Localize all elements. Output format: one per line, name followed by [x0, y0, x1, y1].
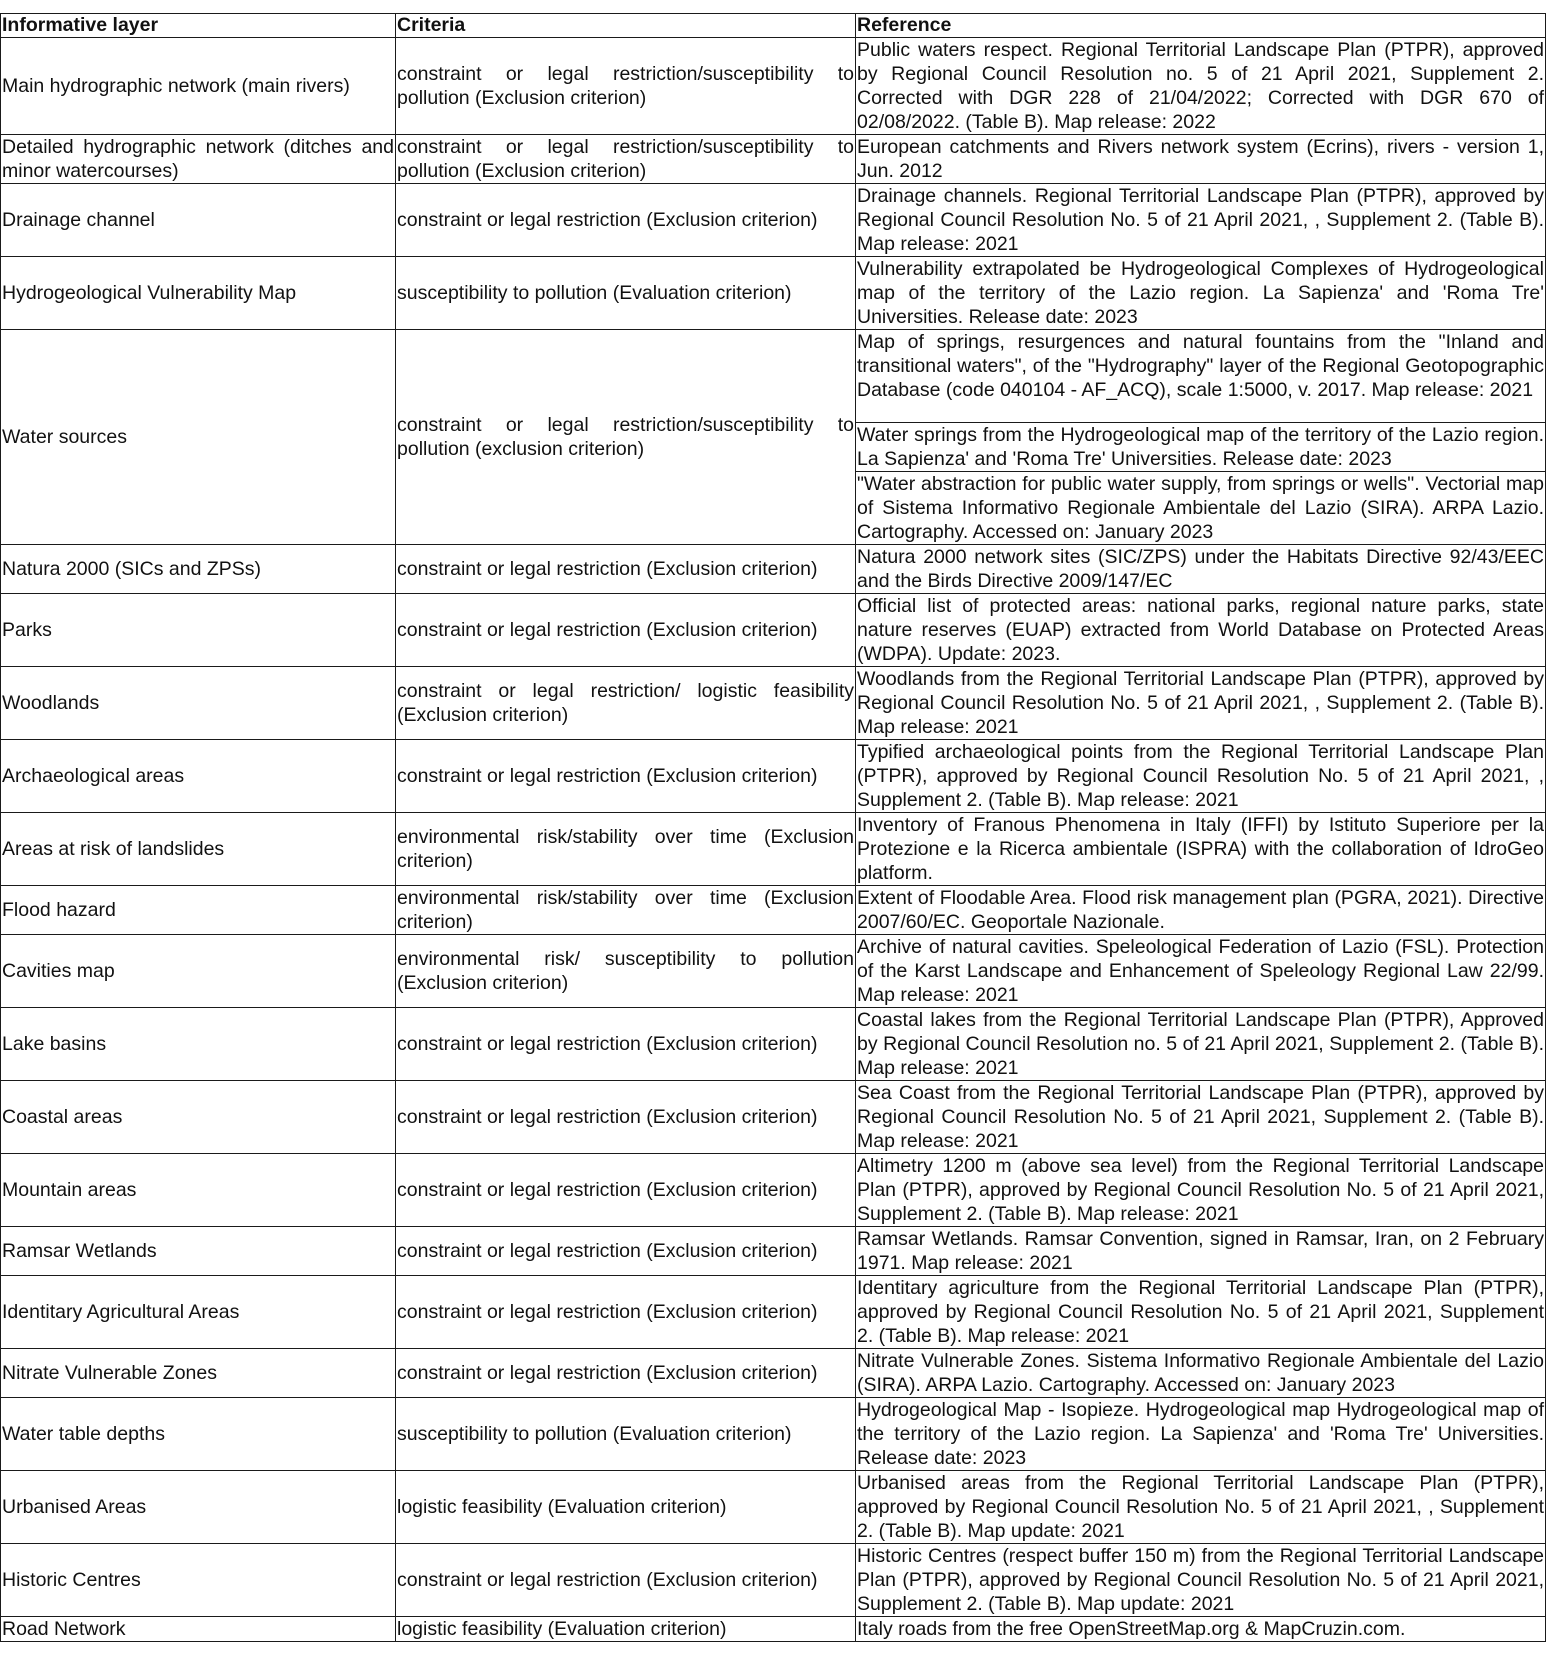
table-row — [1, 184, 1546, 257]
informative-layer-cell: Flood hazard — [1, 886, 396, 935]
table-row — [1, 594, 1546, 667]
criteria-cell: environmental risk/ susceptibility to pollution (Exclusion criterion) — [396, 935, 856, 1008]
informative-layer-cell: Water sources — [1, 330, 396, 545]
header-criteria: Criteria — [396, 14, 856, 38]
table-row — [1, 38, 1546, 135]
informative-layer-cell: Urbanised Areas — [1, 1471, 396, 1544]
criteria-cell: environmental risk/stability over time (Exclusion criterion) — [396, 813, 856, 886]
criteria-cell: logistic feasibility (Evaluation criterion) — [396, 1471, 856, 1544]
criteria-cell: constraint or legal restriction (Exclusion criterion) — [396, 1349, 856, 1398]
reference-cell: Vulnerability extrapolated be Hydrogeological Complexes of Hydrogeological map of the territory of the Lazio region. La Sapienza' and 'Roma Tre' Universities. Release date: 2023 — [857, 258, 1544, 328]
informative-layer-cell: Natura 2000 (SICs and ZPSs) — [1, 545, 396, 594]
reference-cell: Public waters respect. Regional Territorial Landscape Plan (PTPR), approved by Regional Council Resolution no. 5 of 21 April 2021, Supplement 2. Corrected with DGR 228 of 21/04/2022; Corrected with DGR 670 of 02/08/2022. (Table B). Map release: 2022 — [857, 39, 1544, 133]
criteria-cell: constraint or legal restriction/susceptibility to pollution (exclusion criterion) — [396, 330, 856, 545]
informative-layer-cell: Cavities map — [1, 935, 396, 1008]
criteria-cell: constraint or legal restriction/susceptibility to pollution (Exclusion criterion) — [397, 136, 854, 182]
table-row — [1, 1276, 1546, 1349]
criteria-cell: constraint or legal restriction (Exclusion criterion) — [396, 1008, 856, 1081]
reference-cell: Identitary agriculture from the Regional Territorial Landscape Plan (PTPR), approved by Regional Council Resolution No. 5 of 21 April 2021, Supplement 2. (Table B). Map release: 2021 — [857, 1277, 1544, 1347]
reference-cell: Urbanised areas from the Regional Territorial Landscape Plan (PTPR), approved by Regional Council Resolution No. 5 of 21 April 2021, , Supplement 2. (Table B). Map update: 2021 — [857, 1472, 1544, 1542]
informative-layer-cell: Hydrogeological Vulnerability Map — [1, 257, 396, 330]
table-row — [1, 667, 1546, 740]
reference-cell: European catchments and Rivers network system (Ecrins), rivers - version 1, Jun. 2012 — [857, 136, 1544, 182]
criteria-cell: constraint or legal restriction (Exclusion criterion) — [396, 1081, 856, 1154]
table-wrapper — [0, 13, 1546, 1642]
header-informative-layer: Informative layer — [1, 14, 396, 38]
criteria-cell: constraint or legal restriction (Exclusion criterion) — [396, 1227, 856, 1276]
table-row — [1, 935, 1546, 1008]
informative-layer-cell: Coastal areas — [1, 1081, 396, 1154]
criteria-cell: constraint or legal restriction (Exclusion criterion) — [396, 740, 856, 813]
informative-layer-cell: Ramsar Wetlands — [1, 1227, 396, 1276]
informative-layer-cell: Detailed hydrographic network (ditches and minor watercourses) — [2, 136, 394, 182]
informative-layer-cell: Historic Centres — [1, 1544, 396, 1617]
informative-layer-cell: Parks — [1, 594, 396, 667]
table-row — [1, 1471, 1546, 1544]
informative-layer-cell: Mountain areas — [1, 1154, 396, 1227]
table-row — [1, 886, 1546, 935]
criteria-cell: susceptibility to pollution (Evaluation criterion) — [396, 257, 856, 330]
reference-cell: Nitrate Vulnerable Zones. Sistema Informativo Regionale Ambientale del Lazio (SIRA). ARPA Lazio. Cartography. Accessed on: January 2023 — [857, 1350, 1544, 1396]
table-row — [1, 1154, 1546, 1227]
reference-cell: Hydrogeological Map - Isopieze. Hydrogeological map Hydrogeological map of the territory of the Lazio region. La Sapienza' and 'Roma Tre' Universities. Release date: 2023 — [857, 1399, 1544, 1469]
table-row — [1, 257, 1546, 330]
table-row — [1, 1227, 1546, 1276]
reference-cell: Inventory of Franous Phenomena in Italy (IFFI) by Istituto Superiore per la Protezione e la Ricerca ambientale (ISPRA) with the collaboration of IdroGeo platform. — [857, 814, 1544, 884]
reference-cell: "Water abstraction for public water supply, from springs or wells". Vectorial map of Sistema Informativo Regionale Ambientale del Lazio (SIRA). ARPA Lazio. Cartography. Accessed on: January 2023 — [857, 473, 1544, 543]
table-row — [1, 1349, 1546, 1398]
table-row — [1, 1544, 1546, 1617]
reference-cell: Water springs from the Hydrogeological map of the territory of the Lazio region. La Sapienza' and 'Roma Tre' Universities. Release date: 2023 — [857, 424, 1544, 470]
table-row — [1, 1081, 1546, 1154]
table-row — [1, 740, 1546, 813]
informative-layer-cell: Water table depths — [1, 1398, 396, 1471]
informative-layer-cell: Main hydrographic network (main rivers) — [1, 38, 396, 135]
table-body — [1, 38, 1546, 1642]
table-row — [1, 330, 1546, 423]
table-row — [1, 545, 1546, 594]
informative-layer-cell: Road Network — [1, 1617, 396, 1642]
table-row — [1, 813, 1546, 886]
criteria-cell: constraint or legal restriction (Exclusion criterion) — [396, 184, 856, 257]
reference-cell: Historic Centres (respect buffer 150 m) from the Regional Territorial Landscape Plan (PTPR), approved by Regional Council Resolution No. 5 of 21 April 2021, Supplement 2. (Table B). Map update: 2021 — [857, 1545, 1544, 1615]
reference-cell: Italy roads from the free OpenStreetMap.org & MapCruzin.com. — [856, 1617, 1546, 1642]
reference-cell: Altimetry 1200 m (above sea level) from the Regional Territorial Landscape Plan (PTPR), approved by Regional Council Resolution No. 5 of 21 April 2021, Supplement 2. (Table B). Map release: 2021 — [857, 1155, 1544, 1225]
reference-cell: Official list of protected areas: national parks, regional nature parks, state nature reserves (EUAP) extracted from World Database on Protected Areas (WDPA). Update: 2023. — [857, 595, 1544, 665]
table-row — [1, 1398, 1546, 1471]
header-reference: Reference — [856, 14, 1546, 38]
informative-layer-cell: Areas at risk of landslides — [1, 813, 396, 886]
table-row — [1, 135, 1546, 184]
informative-layers-table — [0, 13, 1546, 1642]
criteria-cell: constraint or legal restriction (Exclusion criterion) — [396, 1544, 856, 1617]
reference-cell: Archive of natural cavities. Speleological Federation of Lazio (FSL). Protection of the Karst Landscape and Enhancement of Speleology Regional Law 22/99. Map release: 2021 — [857, 936, 1544, 1006]
criteria-cell: constraint or legal restriction/susceptibility to pollution (Exclusion criterion) — [396, 38, 856, 135]
reference-cell: Typified archaeological points from the Regional Territorial Landscape Plan (PTPR), approved by Regional Council Resolution No. 5 of 21 April 2021, , Supplement 2. (Table B). Map release: 2021 — [857, 741, 1544, 811]
reference-cell: Natura 2000 network sites (SIC/ZPS) under the Habitats Directive 92/43/EEC and the Birds Directive 2009/147/EC — [857, 546, 1544, 592]
criteria-cell: constraint or legal restriction/ logistic feasibility (Exclusion criterion) — [396, 667, 856, 740]
reference-cell: Coastal lakes from the Regional Territorial Landscape Plan (PTPR), Approved by Regional Council Resolution no. 5 of 21 April 2021, Supplement 2. (Table B). Map release: 2021 — [857, 1009, 1544, 1079]
reference-cell: Drainage channels. Regional Territorial Landscape Plan (PTPR), approved by Regional Council Resolution No. 5 of 21 April 2021, , Supplement 2. (Table B). Map release: 2021 — [857, 185, 1544, 255]
table-row — [1, 1008, 1546, 1081]
informative-layer-cell: Nitrate Vulnerable Zones — [1, 1349, 396, 1398]
informative-layer-cell: Drainage channel — [1, 184, 396, 257]
criteria-cell: constraint or legal restriction (Exclusion criterion) — [396, 1276, 856, 1349]
informative-layer-cell: Lake basins — [1, 1008, 396, 1081]
criteria-cell: environmental risk/stability over time (Exclusion criterion) — [397, 887, 854, 933]
header-row — [1, 14, 1546, 38]
reference-cell: Map of springs, resurgences and natural fountains from the "Inland and transitional waters", of the "Hydrography" layer of the Regional Geotopographic Database (code 040104 - AF_ACQ), scale 1:5000, v. 2017. Map release: 2021 — [856, 330, 1546, 423]
criteria-cell: constraint or legal restriction (Exclusion criterion) — [396, 1154, 856, 1227]
reference-cell: Ramsar Wetlands. Ramsar Convention, signed in Ramsar, Iran, on 2 February 1971. Map release: 2021 — [857, 1228, 1544, 1274]
criteria-cell: constraint or legal restriction (Exclusion criterion) — [396, 545, 856, 594]
informative-layer-cell: Woodlands — [1, 667, 396, 740]
criteria-cell: logistic feasibility (Evaluation criterion) — [396, 1617, 856, 1642]
criteria-cell: susceptibility to pollution (Evaluation criterion) — [396, 1398, 856, 1471]
reference-cell: Extent of Floodable Area. Flood risk management plan (PGRA, 2021). Directive 2007/60/EC. Geoportale Nazionale. — [857, 887, 1544, 933]
reference-cell: Sea Coast from the Regional Territorial Landscape Plan (PTPR), approved by Regional Council Resolution No. 5 of 21 April 2021, Supplement 2. (Table B). Map release: 2021 — [857, 1082, 1544, 1152]
informative-layer-cell: Archaeological areas — [1, 740, 396, 813]
criteria-cell: constraint or legal restriction (Exclusion criterion) — [396, 594, 856, 667]
reference-cell: Woodlands from the Regional Territorial Landscape Plan (PTPR), approved by Regional Council Resolution No. 5 of 21 April 2021, , Supplement 2. (Table B). Map release: 2021 — [857, 668, 1544, 738]
informative-layer-cell: Identitary Agricultural Areas — [1, 1276, 396, 1349]
table-row — [1, 1617, 1546, 1642]
